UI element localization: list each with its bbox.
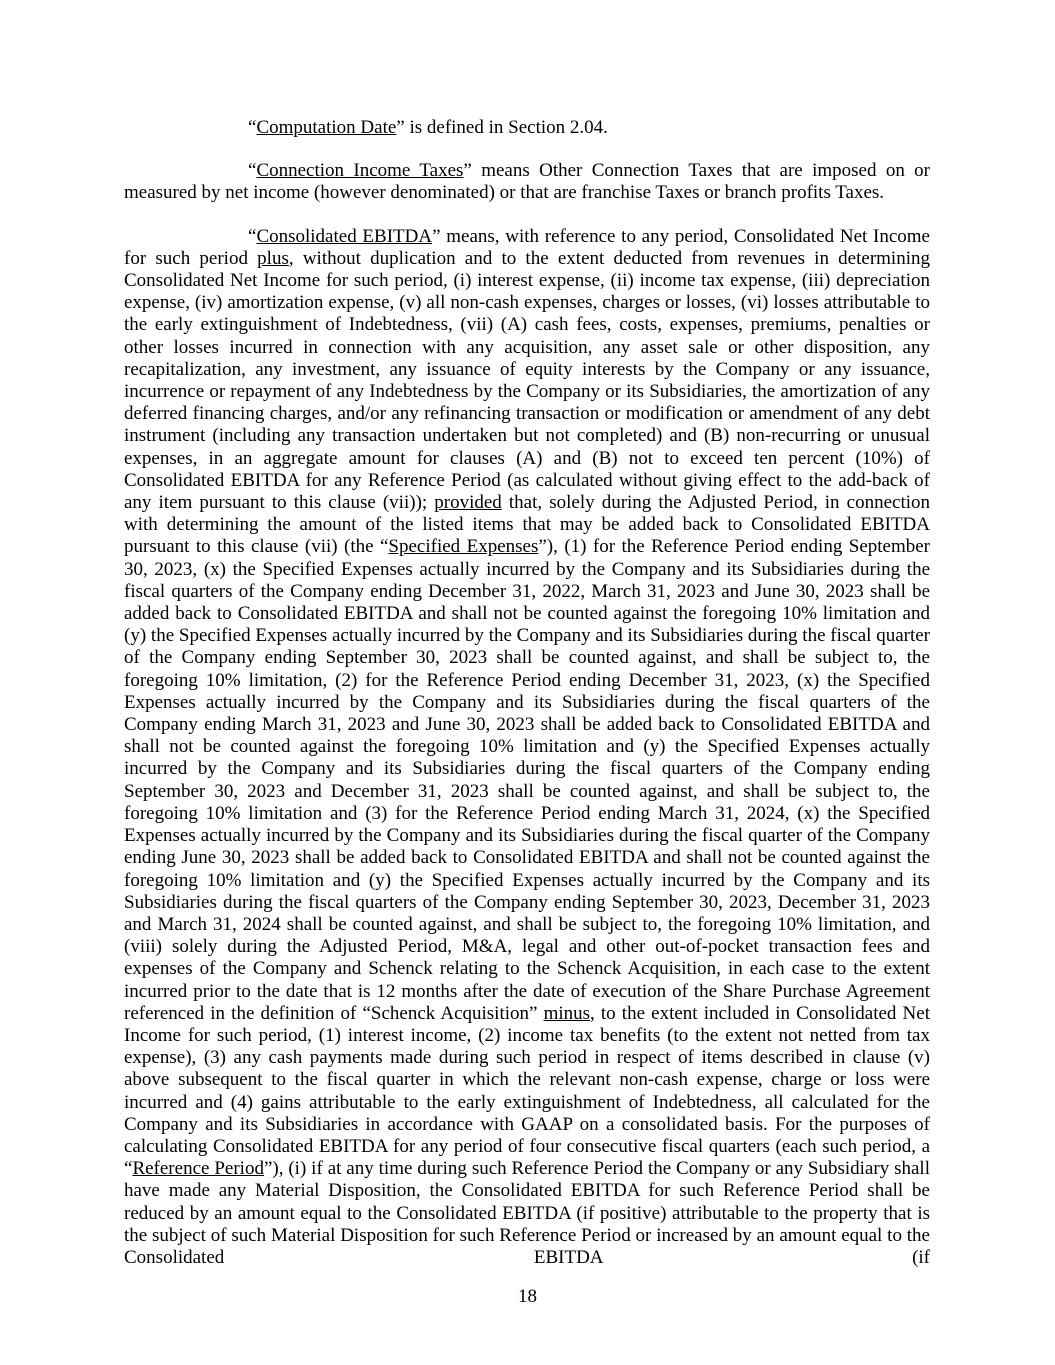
definition-computation-date bbox=[124, 117, 930, 139]
text-segment: ”), (i) if at any time during such Reference Period the Company or any Subsidiary shall have made any Material Disposition, the Consolidated EBITDA for such Reference Period shall be reduced by an amount equal to the Consolidated EBITDA (if positive) attributable to the property that is the subject of such Material Disposition for such Reference Period or increased by an amount equal to the Consolidated EBITDA (if bbox=[124, 1158, 930, 1268]
definition-consolidated-ebitda bbox=[124, 226, 930, 1270]
text-segment: “ bbox=[248, 225, 257, 247]
underlined-defined-term: Connection Income Taxes bbox=[256, 160, 464, 182]
page-number: 18 bbox=[518, 1286, 537, 1307]
text-segment: , to the extent included in Consolidated Net Income for such period, (1) interest income, (2) income tax benefits (to the extent not netted from tax expense), (3) any cash payments made during such period in respect of items described in clause (v) above subsequent to the fiscal quarter in which the relevant non-cash expense, charge or loss were incurred and (4) gains attributable to the early extinguishment of Indebtedness, all calculated for the Company and its Subsidiaries in accordance with GAAP on a consolidated basis. For the purposes of calculating Consolidated EBITDA for any period of four consecutive fiscal quarters (each such period, a “ bbox=[124, 1002, 930, 1180]
text-segment: “ bbox=[248, 117, 257, 138]
text-segment: that, solely during the Adjusted Period, in connection with determining the amount of the listed items that may be added back to Consolidated EBITDA pursuant to this clause (vii) (the “ bbox=[124, 492, 930, 558]
page-body bbox=[124, 117, 930, 1290]
text-segment: ” is defined in Section 2.04. bbox=[396, 117, 608, 138]
text-segment: ”), (1) for the Reference Period ending September 30, 2023, (x) the Specified Expenses actually incurred by the Company and its Subsidiaries during the fiscal quarters of the Company ending December 31, 2022, March 31, 2023 and June 30, 2023 shall be added back to Consolidated EBITDA and shall not be counted against the foregoing 10% limitation and (y) the Specified Expenses actually incurred by the Company and its Subsidiaries during the fiscal quarter of the Company ending September 30, 2023 shall be counted against, and shall be subject to, the foregoing 10% limitation, (2) for the Reference Period ending December 31, 2023, (x) the Specified Expenses actually incurred by the Company and its Subsidiaries during the fiscal quarters of the Company ending March 31, 2023 and June 30, 2023 shall be added back to Consolidated EBITDA and shall not be counted against the foregoing 10% limitation and (y) the Specified Expenses actually incurred by the Company and its Subsidiaries during the fiscal quarters of the Company ending September 30, 2023 and December 31, 2023 shall be counted against, and shall be subject to, the foregoing 10% limitation and (3) for the Reference Period ending March 31, 2024, (x) the Specified Expenses actually incurred by the Company and its Subsidiaries during the fiscal quarter of the Company ending June 30, 2023 shall be added back to Consolidated EBITDA and shall not be counted against the foregoing 10% limitation and (y) the Specified Expenses actually incurred by the Company and its Subsidiaries during the fiscal quarters of the Company ending September 30, 2023, December 31, 2023 and March 31, 2024 shall be counted against, and shall be subject to, the foregoing 10% limitation, and (viii) solely during the Adjusted Period, M&A, legal and other out-of-pocket transaction fees and expenses of the Company and Schenck relating to the Schenck Acquisition, in each case to the extent incurred prior to the date that is 12 months after the date of execution of the Share Purchase Agreement referenced in the definition of “Schenck Acquisition” bbox=[124, 536, 930, 1024]
text-segment: ” means Other Connection Taxes that are imposed on or measured by net income (however denominated) or that are franchise Taxes or branch profits Taxes. bbox=[124, 160, 931, 204]
underlined-defined-term: Reference Period bbox=[132, 1158, 264, 1180]
text-segment: , without duplication and to the extent deducted from revenues in determining Consolidated Net Income for such period, (i) interest expense, (ii) income tax expense, (iii) depreciation expense, (iv) amortization expense, (v) all non-cash expenses, charges or losses, (vi) losses attributable to the early extinguishment of Indebtedness, (vii) (A) cash fees, costs, expenses, premiums, penalties or other losses incurred in connection with any acquisition, any asset sale or other disposition, any recapitalization, any investment, any issuance of equity interests by the Company or any issuance, incurrence or repayment of any Indebtedness by the Company or its Subsidiaries, the amortization of any deferred financing charges, and/or any refinancing transaction or modification or amendment of any debt instrument (including any transaction undertaken but not completed) and (B) non-recurring or unusual expenses, in an aggregate amount for clauses (A) and (B) not to exceed ten percent (10%) of Consolidated EBITDA for any Reference Period (as calculated without giving effect to the add-back of any item pursuant to this clause (vii)); bbox=[124, 247, 930, 514]
underlined-defined-term: plus bbox=[257, 247, 289, 269]
underlined-defined-term: minus bbox=[543, 1002, 591, 1024]
underlined-defined-term: Consolidated EBITDA bbox=[256, 225, 433, 247]
underlined-defined-term: Computation Date bbox=[256, 117, 397, 138]
definition-connection-income-taxes bbox=[124, 160, 930, 204]
underlined-defined-term: Specified Expenses bbox=[388, 536, 539, 558]
underlined-defined-term: provided bbox=[434, 492, 502, 514]
text-segment: ” means, with reference to any period, Consolidated Net Income for such period bbox=[124, 225, 930, 269]
text-segment: “ bbox=[248, 160, 257, 182]
